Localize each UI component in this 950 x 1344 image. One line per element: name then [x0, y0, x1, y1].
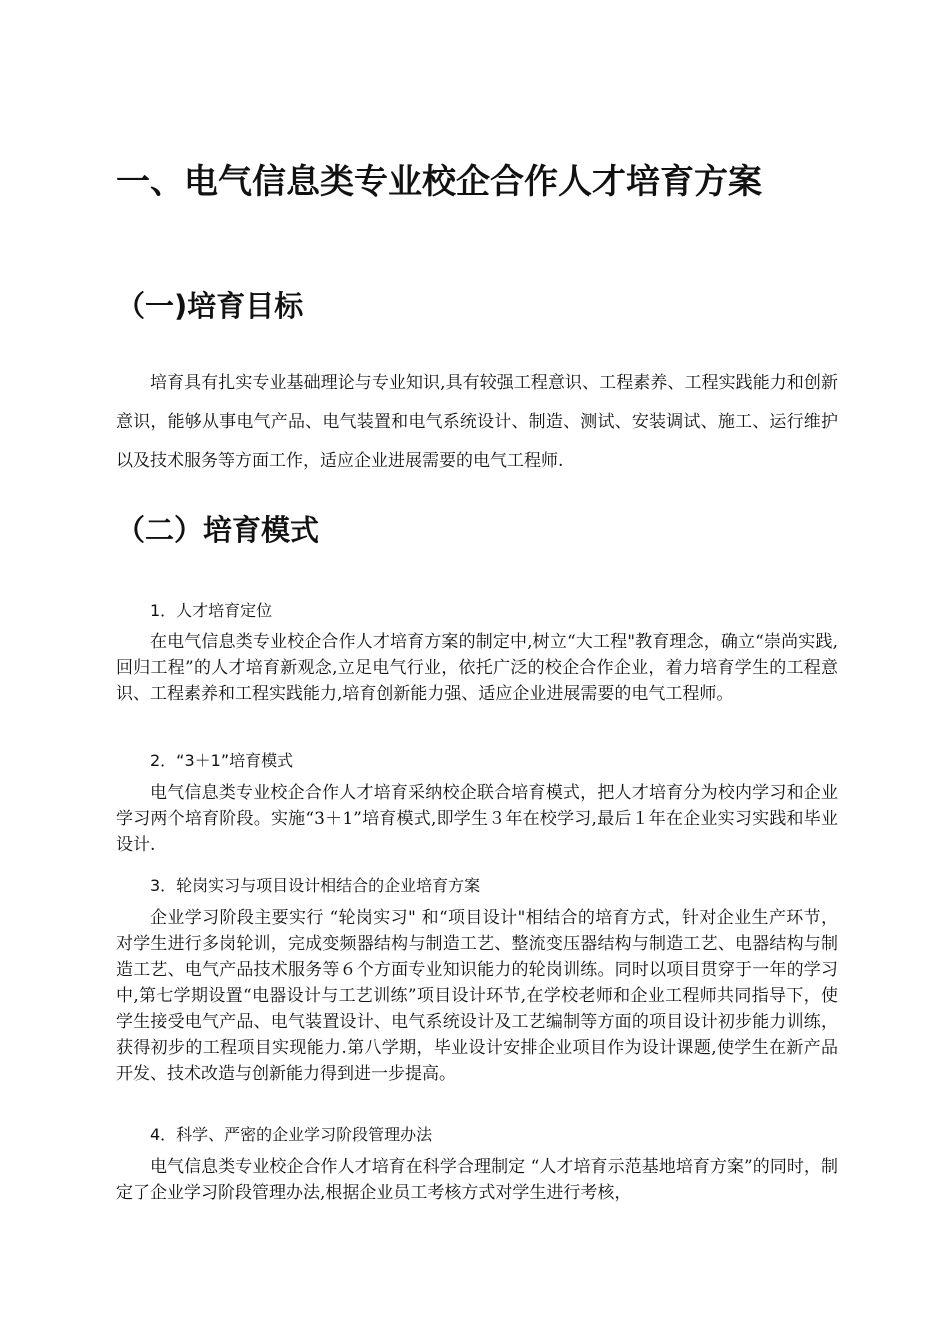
rotation-project-paragraph: 企业学习阶段主要实行 “轮岗实习" 和“项目设计"相结合的培育方式，针对企业生产环节，对学生进行多岗轮训，完成变频器结构与制造工艺、整流变压器结构与制造工艺、电器结构与制造工艺、电气产品技术服务等６个方面专业知识能力的轮岗训练。同时以项目贯穿于一年的学习中,第七学期设置“电器设计与工艺训练”项目设计环节,在学校老师和企业工程师共同指导下，使学生接受电气产品、电气装置设计、电气系统设计及工艺编制等方面的项目设计初步能力训练，获得初步的工程项目实现能力.第八学期，毕业设计安排企业项目作为设计课题,使学生在新产品开发、技术改造与创新能力得到进一步提高。 [116, 908, 838, 1084]
section-heading-goals: （一)培育目标 [116, 289, 304, 323]
subheading-3plus1-mode: 2．“3＋1”培育模式 [150, 751, 294, 770]
management-paragraph: 电气信息类专业校企合作人才培育在科学合理制定 “人才培育示范基地培育方案”的同时，制定了企业学习阶段管理办法,根据企业员工考核方式对学生进行考核， [116, 1157, 838, 1203]
3plus1-paragraph: 电气信息类专业校企合作人才培育采纳校企联合培育模式，把人才培育分为校内学习和企业学习两个培育阶段。实施“3＋1”培育模式,即学生３年在校学习,最后１年在企业实习实践和毕业设计. [116, 783, 838, 855]
positioning-paragraph: 在电气信息类专业校企合作人才培育方案的制定中,树立“大工程"教育理念，确立“崇尚实践,回归工程”的人才培育新观念,立足电气行业，依托广泛的校企合作企业，着力培育学生的工程意识、工程素养和工程实践能力,培育创新能力强、适应企业进展需要的电气工程师。 [116, 632, 838, 704]
subheading-rotation-project: 3．轮岗实习与项目设计相结合的企业培育方案 [150, 876, 481, 895]
goals-paragraph: 培育具有扎实专业基础理论与专业知识,具有较强工程意识、工程素养、工程实践能力和创新意识，能够从事电气产品、电气装置和电气系统设计、制造、测试、安装调试、施工、运行维护以及技术服务等方面工作，适应企业进展需要的电气工程师. [116, 373, 838, 471]
section-heading-mode: （二）培育模式 [116, 513, 320, 547]
document-title: 一、电气信息类专业校企合作人才培育方案 [116, 162, 762, 202]
subheading-management: 4．科学、严密的企业学习阶段管理办法 [150, 1125, 433, 1144]
subheading-positioning: 1．人才培育定位 [150, 601, 273, 620]
